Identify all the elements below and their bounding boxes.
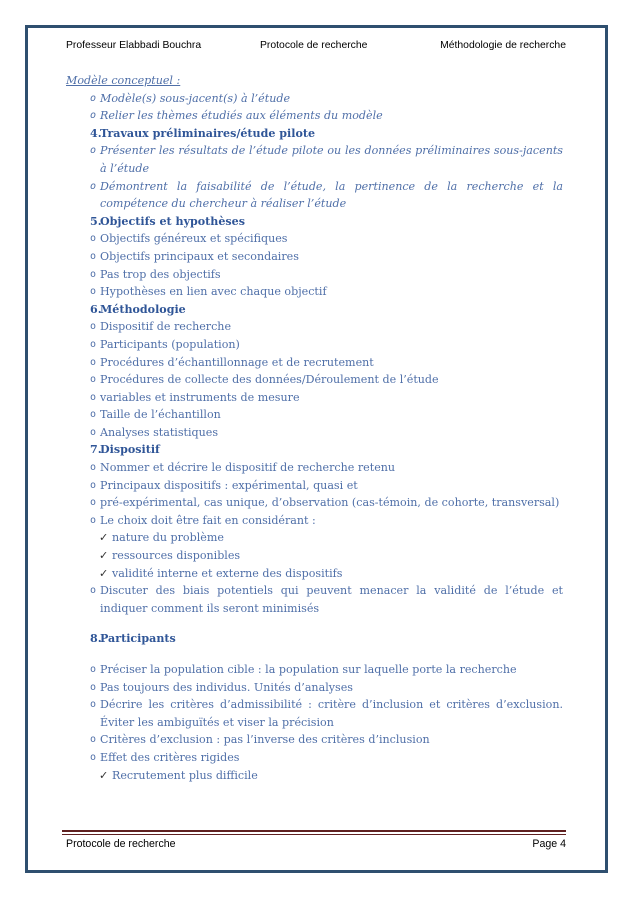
circle-bullet-icon: o [90,426,97,438]
bullet-item [66,731,563,749]
checklist-item [66,767,563,785]
bullet-text: Discuter des biais potentiels qui peuvent menacer la validité de l’étude et indiquer comment ils seront minimisés [100,584,563,615]
checklist-item [66,547,563,565]
circle-bullet-icon: o [90,391,97,403]
bullet-text: Démontrent la faisabilité de l’étude, la pertinence de la recherche et la compétence du chercheur à réaliser l’étude [100,179,563,211]
header-course: Méthodologie de recherche [440,40,566,51]
section-title: Méthodologie [100,302,186,316]
circle-bullet-icon: o [90,321,97,333]
bullet-text: Relier les thèmes étudiés aux éléments du modèle [100,109,383,123]
bullet-text: Nommer et décrire le dispositif de recherche retenu [100,461,396,475]
circle-bullet-icon: o [90,286,97,298]
bullet-item [66,661,563,679]
bullet-text: Analyses statistiques [100,425,219,439]
bullet-item [66,749,563,767]
footer-rule [62,830,566,832]
spacer [66,617,563,630]
bullet-item [66,696,563,731]
checklist-text: validité interne et externe des dispositifs [112,566,343,580]
bullet-item [66,424,563,442]
section-heading [66,301,563,319]
section-title: Dispositif [100,443,160,457]
bullet-item [66,406,563,424]
bullet-text: Dispositif de recherche [100,320,232,334]
checklist-item [66,529,563,547]
checklist-text: ressources disponibles [112,549,241,563]
bullet-item [66,477,563,495]
circle-bullet-icon: o [90,92,97,104]
bullet-item [66,389,563,407]
bullet-text: Principaux dispositifs : expérimental, quasi et [100,478,358,492]
section-number: 5. [90,214,102,228]
header-title: Protocole de recherche [260,40,368,51]
circle-bullet-icon: o [90,233,97,245]
checklist-text: Recrutement plus difficile [112,768,258,782]
circle-bullet-icon: o [90,338,97,350]
spacer [66,648,563,661]
circle-bullet-icon: o [90,356,97,368]
document-body [66,72,563,784]
bullet-text: Modèle(s) sous-jacent(s) à l’étude [100,91,291,105]
footer-title: Protocole de recherche [66,838,176,850]
bullet-item [66,248,563,266]
bullet-item [66,459,563,477]
section-number: 8. [90,632,102,646]
bullet-text: Participants (population) [100,337,240,351]
section-heading [66,213,563,231]
bullet-text: Taille de l’échantillon [100,408,221,422]
section-title: Travaux préliminaires/étude pilote [100,126,316,140]
checklist-item [66,565,563,583]
circle-bullet-icon: o [90,180,97,192]
circle-bullet-icon: o [90,374,97,386]
bullet-item [66,512,563,530]
section-title: Objectifs et hypothèses [100,214,245,228]
bullet-item [66,318,563,336]
checkmark-icon: ✓ [99,531,109,545]
bullet-item [66,336,563,354]
bullet-text: Pas toujours des individus. Unités d’analyses [100,680,353,694]
bullet-item [66,266,563,284]
bullet-item [66,371,563,389]
circle-bullet-icon: o [90,479,97,491]
section-number: 4. [90,126,102,140]
circle-bullet-icon: o [90,751,97,763]
header-author: Professeur Elabbadi Bouchra [66,40,202,51]
footer-rule-thin [62,834,566,835]
bullet-item [66,90,563,108]
bullet-text: Procédures de collecte des données/Déroulement de l’étude [100,373,439,387]
circle-bullet-icon: o [90,699,97,711]
bullet-text: Hypothèses en lien avec chaque objectif [100,285,327,299]
circle-bullet-icon: o [90,409,97,421]
bullet-text: Procédures d’échantillonnage et de recrutement [100,355,374,369]
bullet-item [66,582,563,617]
bullet-item [66,494,563,512]
section-heading [66,630,563,648]
page-number: Page 4 [532,838,566,850]
bullet-text: Présenter les résultats de l’étude pilote ou les données préliminaires sous-jacents à l’étude [100,144,563,175]
intro-heading: Modèle conceptuel : [66,74,181,87]
checklist-text: nature du problème [112,531,224,545]
checkmark-icon: ✓ [99,549,109,563]
bullet-text: Préciser la population cible : la population sur laquelle porte la recherche [100,663,517,676]
circle-bullet-icon: o [90,268,97,280]
bullet-text: Décrire les critères d’admissibilité : critère d’inclusion et critères d’exclusion. Éviter les ambiguïtés et viser la précision [100,698,563,729]
bullet-text: pré-expérimental, cas unique, d’observation (cas-témoin, de cohorte, transversal) [100,496,560,510]
checkmark-icon: ✓ [99,566,109,580]
bullet-item [66,679,563,697]
bullet-text: Critères d’exclusion : pas l’inverse des critères d’inclusion [100,733,430,747]
circle-bullet-icon: o [90,734,97,746]
bullet-item [66,354,563,372]
checkmark-icon: ✓ [99,768,109,782]
circle-bullet-icon: o [90,145,97,157]
section-number: 7. [90,443,102,457]
page-header [66,40,566,54]
circle-bullet-icon: o [90,514,97,526]
section-title: Participants [100,632,176,646]
bullet-item [66,107,563,125]
bullet-item [66,178,563,213]
circle-bullet-icon: o [90,664,97,675]
bullet-item [66,230,563,248]
circle-bullet-icon: o [90,585,97,597]
section-heading [66,441,563,459]
bullet-item [66,142,563,177]
bullet-text: Pas trop des objectifs [100,267,221,281]
bullet-text: variables et instruments de mesure [100,390,300,404]
bullet-text: Objectifs généreux et spécifiques [100,232,288,246]
bullet-item [66,283,563,301]
circle-bullet-icon: o [90,462,97,474]
circle-bullet-icon: o [90,110,97,122]
circle-bullet-icon: o [90,497,97,509]
bullet-text: Effet des critères rigides [100,750,240,764]
section-number: 6. [90,302,102,316]
section-heading [66,125,563,143]
bullet-text: Le choix doit être fait en considérant : [100,513,316,527]
circle-bullet-icon: o [90,681,97,693]
circle-bullet-icon: o [90,250,97,262]
bullet-text: Objectifs principaux et secondaires [100,249,299,263]
